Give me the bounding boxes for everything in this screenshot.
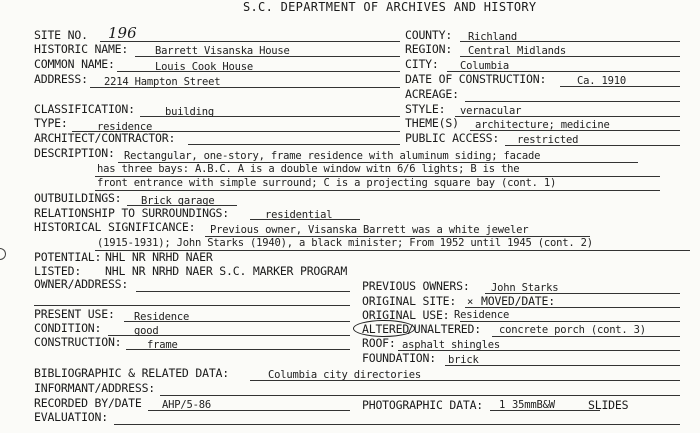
bibliographic-value: Columbia city directories bbox=[268, 369, 422, 381]
significance-label: HISTORICAL SIGNIFICANCE: bbox=[34, 220, 196, 234]
photographic-label: PHOTOGRAPHIC DATA: bbox=[362, 398, 484, 412]
roof-label: ROOF: bbox=[362, 336, 396, 350]
original-use-label: ORIGINAL USE: bbox=[362, 308, 450, 322]
slides-line bbox=[572, 410, 587, 411]
description-label: DESCRIPTION: bbox=[34, 146, 115, 160]
slides-label: SLIDES bbox=[588, 398, 629, 412]
region-value: Central Midlands bbox=[468, 45, 566, 57]
present-use-value: Residence bbox=[134, 311, 190, 323]
construction-value: frame bbox=[147, 339, 178, 351]
site-no-value: 196 bbox=[108, 24, 137, 42]
type-value: residence bbox=[97, 121, 153, 133]
common-name-value: Louis Cook House bbox=[155, 61, 253, 73]
photographic-value: 35mmB&W bbox=[512, 399, 555, 411]
significance-line-2: (1915-1931); John Starks (1940), a black minister; From 1952 until 1945 (cont. 2) bbox=[97, 237, 593, 249]
historic-name-label: HISTORIC NAME: bbox=[34, 42, 129, 56]
acreage-label: ACREAGE: bbox=[405, 87, 459, 101]
original-site-label: ORIGINAL SITE: bbox=[362, 294, 457, 308]
address-label: ADDRESS: bbox=[34, 72, 88, 86]
county-label: COUNTY: bbox=[405, 28, 453, 42]
roof-value: asphalt shingles bbox=[402, 339, 500, 351]
recorded-label: RECORDED BY/DATE bbox=[34, 396, 142, 410]
condition-label: CONDITION: bbox=[34, 321, 102, 335]
original-use-line bbox=[460, 321, 680, 322]
classification-label: CLASSIFICATION: bbox=[34, 102, 135, 116]
architect-label: ARCHITECT/CONTRACTOR: bbox=[34, 131, 176, 145]
city-label: CITY: bbox=[405, 57, 439, 71]
form-header: S.C. DEPARTMENT OF ARCHIVES AND HISTORY bbox=[243, 0, 537, 14]
construction-label: CONSTRUCTION: bbox=[34, 335, 122, 349]
condition-value: good bbox=[134, 325, 159, 337]
description-line-2: has three bays: A.B.C. A is a double window witn 6/6 lights; B is the bbox=[97, 163, 520, 175]
informant-line bbox=[160, 395, 680, 396]
unaltered-label: /UNALTERED: bbox=[407, 322, 481, 336]
style-label: STYLE: bbox=[405, 102, 446, 116]
foundation-label: FOUNDATION: bbox=[362, 351, 436, 365]
informant-label: INFORMANT/ADDRESS: bbox=[34, 381, 156, 395]
common-name-label: COMMON NAME: bbox=[34, 57, 115, 71]
date-construction-value: Ca. 1910 bbox=[577, 75, 626, 87]
foundation-value: brick bbox=[448, 354, 479, 366]
owner-address-label: OWNER/ADDRESS: bbox=[34, 277, 129, 291]
bibliographic-label: BIBLIOGRAPHIC & RELATED DATA: bbox=[34, 366, 229, 380]
significance-line-1: Previous owner, Visanska Barrett was a white jeweler bbox=[210, 224, 529, 236]
themes-label: THEME(S) bbox=[405, 116, 459, 130]
description-line-1: Rectangular, one-story, frame residence with aluminum siding; facade bbox=[124, 150, 541, 162]
evaluation-line bbox=[114, 424, 680, 425]
evaluation-label: EVALUATION: bbox=[34, 410, 108, 424]
original-site-line bbox=[465, 307, 680, 308]
site-no-line bbox=[100, 41, 400, 42]
style-value: vernacular bbox=[460, 105, 522, 117]
original-site-mark: × bbox=[467, 296, 474, 308]
potential-label: POTENTIAL: bbox=[34, 250, 102, 264]
site-no-label: SITE NO. bbox=[34, 28, 88, 42]
outbuildings-value: Brick garage bbox=[141, 195, 215, 207]
relationship-value: residential bbox=[265, 209, 333, 221]
architect-line bbox=[188, 144, 400, 145]
previous-owners-value: John Starks bbox=[491, 282, 559, 294]
acreage-line bbox=[465, 101, 680, 102]
historic-name-value: Barrett Visanska House bbox=[155, 45, 290, 57]
listed-label: LISTED: bbox=[34, 264, 82, 278]
city-value: Columbia bbox=[460, 60, 509, 72]
potential-options: NHL NR NRHD NAER bbox=[105, 250, 213, 264]
photographic-count: 1 bbox=[499, 399, 506, 411]
public-access-label: PUBLIC ACCESS: bbox=[405, 131, 500, 145]
listed-options: NHL NR NRHD NAER S.C. MARKER PROGRAM bbox=[105, 264, 348, 278]
relationship-label: RELATIONSHIP TO SURROUNDINGS: bbox=[34, 206, 229, 220]
altered-line bbox=[492, 336, 680, 337]
outbuildings-label: OUTBUILDINGS: bbox=[34, 191, 122, 205]
recorded-value: AHP/5-86 bbox=[162, 399, 211, 411]
public-access-value: restricted bbox=[517, 134, 579, 146]
county-value: Richland bbox=[468, 31, 517, 43]
type-label: TYPE: bbox=[34, 116, 68, 130]
margin-mark bbox=[0, 248, 6, 260]
owner-address-line-2 bbox=[34, 305, 350, 306]
altered-value: concrete porch (cont. 3) bbox=[499, 324, 646, 336]
previous-owners-label: PREVIOUS OWNERS: bbox=[362, 279, 470, 293]
region-label: REGION: bbox=[405, 42, 453, 56]
themes-value: architecture; medicine bbox=[475, 119, 610, 131]
present-use-label: PRESENT USE: bbox=[34, 307, 115, 321]
original-use-value: Residence bbox=[454, 309, 510, 321]
foundation-line bbox=[445, 365, 680, 366]
moved-date-label: MOVED/DATE: bbox=[481, 294, 555, 308]
description-line-3: front entrance with simple surround; C is a projecting square bay (cont. 1) bbox=[97, 177, 557, 189]
owner-address-line bbox=[136, 291, 350, 292]
description-underline-3 bbox=[95, 190, 660, 191]
altered-label: ALTERED bbox=[362, 322, 410, 336]
address-value: 2214 Hampton Street bbox=[104, 76, 221, 88]
classification-value: building bbox=[165, 106, 214, 118]
date-construction-label: DATE OF CONSTRUCTION: bbox=[405, 72, 547, 86]
